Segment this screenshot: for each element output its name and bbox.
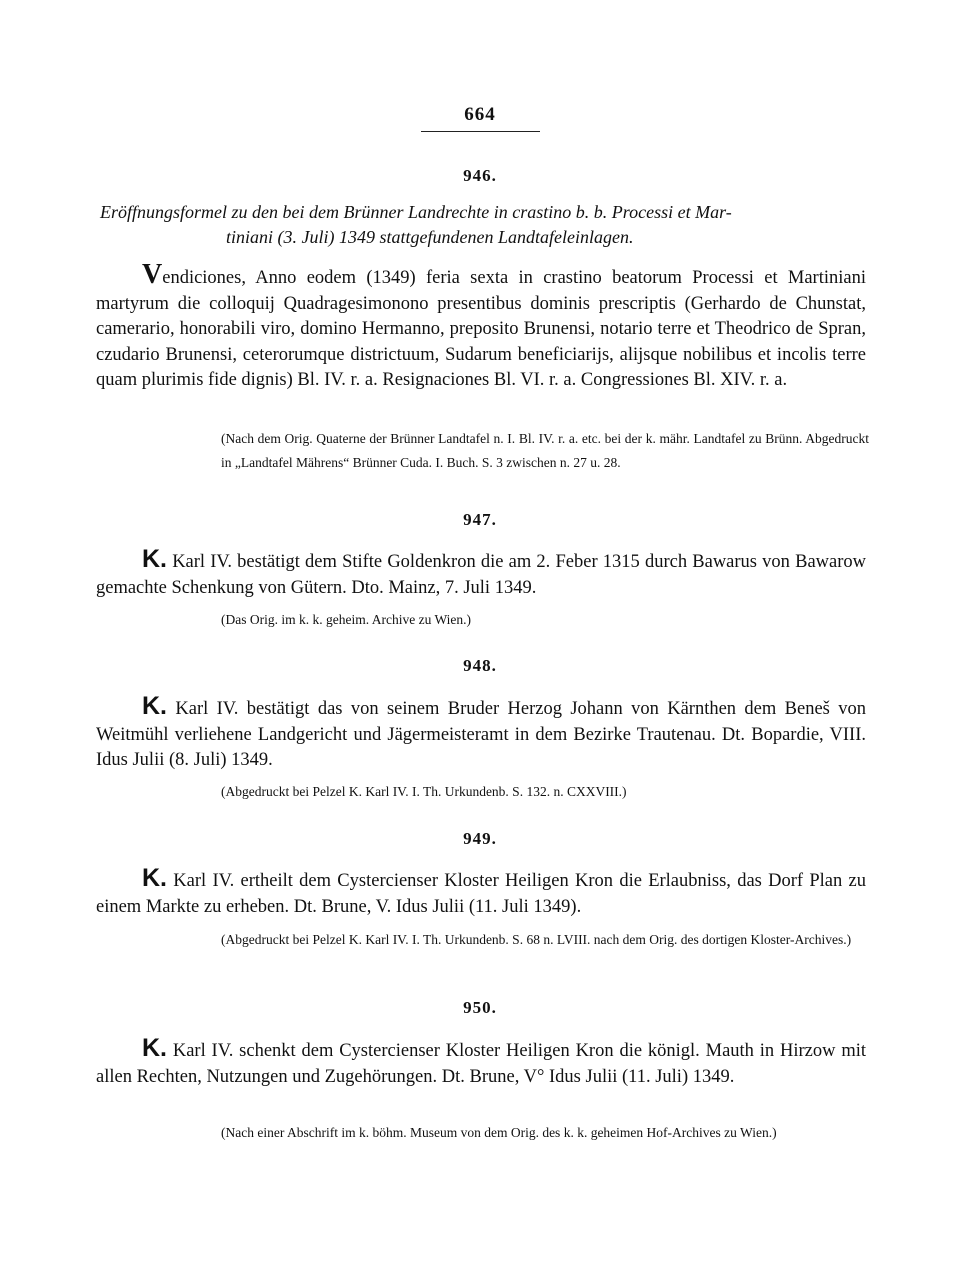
entry-note-950: (Nach einer Abschrift im k. böhm. Museum von dem Orig. des k. k. geheimen Hof-Archives zu Wien.) [221, 1125, 777, 1140]
entry-number-950: 950. [463, 998, 497, 1017]
entry-body-948 [96, 694, 866, 774]
entry-number-947: 947. [463, 510, 497, 529]
entry-number-946: 946. [463, 166, 497, 185]
initial-letter-947: K. [142, 545, 167, 573]
entry-heading-946-line2: tiniani (3. Juli) 1349 stattgefundenen Landtafeleinlagen. [226, 227, 634, 247]
header-rule [421, 131, 540, 132]
entry-text-950: Karl IV. schenkt dem Cystercienser Kloster Heiligen Kron die königl. Mauth in Hirzow mit allen Rechten, Nutzungen und Zugehörungen. Dt. Brune, V° Idus Julii (11. Juli) 1349. [96, 1041, 866, 1087]
entry-body-950 [96, 1036, 866, 1090]
initial-letter-949: K. [142, 864, 167, 892]
initial-letter-950: K. [142, 1034, 167, 1062]
entry-body-947 [96, 547, 866, 601]
entry-text-946: endiciones, Anno eodem (1349) feria sexta in crastino beatorum Processi et Martiniani martyrum die colloquij Quadragesimonono presentibus dominis prescriptis (Gerhardo de Chunstat, camerario, honorabili viro, domino Hermanno, preposito Brunensi, notario terre et Theodrico de Spran, czudario Brunensi, ceterorumque districtuum, Sudarum beneficiarijs, alijsque nobilibus et incolis terre quam plurimis fide dignis) Bl. IV. r. a. Resignaciones Bl. VI. r. a. Congressiones Bl. XIV. r. a. [96, 268, 866, 390]
entry-body-946 [96, 259, 866, 394]
entry-note-948: (Abgedruckt bei Pelzel K. Karl IV. I. Th. Urkundenb. S. 132. n. CXXVIII.) [221, 784, 627, 799]
entry-note-949: (Abgedruckt bei Pelzel K. Karl IV. I. Th. Urkundenb. S. 68 n. LVIII. nach dem Orig. des dortigen Kloster-Archives.) [221, 932, 852, 947]
entry-note-947: (Das Orig. im k. k. geheim. Archive zu Wien.) [221, 612, 472, 627]
entry-number-949: 949. [463, 829, 497, 848]
entry-heading-946 [100, 200, 870, 250]
page-number: 664 [464, 104, 496, 125]
entry-heading-946-line1: Eröffnungsformel zu den bei dem Brünner Landrechte in crastino b. b. Processi et Mar- [100, 202, 732, 222]
entry-text-947: Karl IV. bestätigt dem Stifte Goldenkron die am 2. Feber 1315 durch Bawarus von Bawarow gemachte Schenkung von Gütern. Dto. Mainz, 7. Juli 1349. [96, 552, 866, 598]
entry-body-949 [96, 866, 866, 920]
entry-text-949: Karl IV. ertheilt dem Cystercienser Kloster Heiligen Kron die Erlaubniss, das Dorf Plan zu einem Markte zu erheben. Dt. Brune, V. Idus Julii (11. Juli 1349). [96, 871, 867, 917]
initial-letter-948: K. [142, 692, 167, 720]
entry-note-946: (Nach dem Orig. Quaterne der Brünner Landtafel n. I. Bl. IV. r. a. etc. bei der k. mähr. Landtafel zu Brünn. Abgedruckt in „Landtafel Mährens“ Brünner Cuda. I. Buch. S. 3 zwischen n. 27 u. 28. [221, 431, 869, 470]
entry-number-948: 948. [463, 656, 497, 675]
entry-text-948: Karl IV. bestätigt das von seinem Bruder Herzog Johann von Kärnthen dem Beneš von Weitmühl verliehene Landgericht und Jägermeisteramt in dem Bezirke Trautenau. Dt. Bopardie, VIII. Idus Julii (8. Juli) 1349. [96, 699, 866, 770]
initial-letter-946: V [142, 259, 163, 290]
